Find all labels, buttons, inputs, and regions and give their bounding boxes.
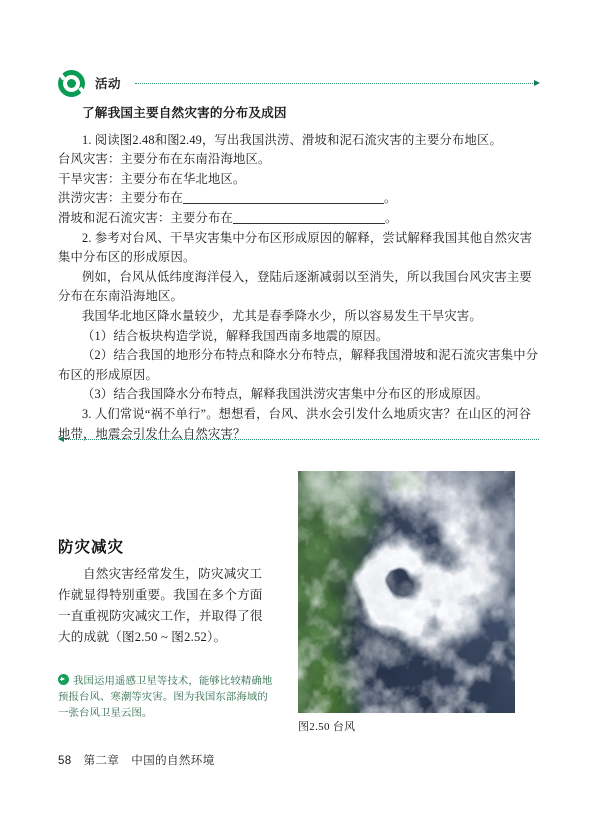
q2-subitem-0: （1）结合板块构造学说，解释我国西南多地震的原因。 [82, 328, 389, 343]
section-body-text: 自然灾害经常发生，防灾减灾工作就显得特别重要。我国在多个方面一直重视防灾减灾工作，并取得了很大的成就（图2.50 ~ 图2.52）。 [58, 567, 263, 644]
arrow-right-icon [534, 80, 540, 86]
q1-answer-row-0: 台风灾害：主要分布在东南沿海地区。 [58, 152, 271, 167]
q1-blank-row-1 [58, 209, 542, 229]
q1-blank-field-1[interactable] [233, 210, 385, 224]
question-2-stem: 2. 参考对台风、干旱灾害集中分布区形成原因的解释，尝试解释我国其他自然灾害集中分布区的形成原因。 [58, 230, 533, 265]
side-note-text: 我国运用遥感卫星等技术，能够比较精确地预报台风、寒潮等灾害。图为我国东部海域的一张台风卫星云图。 [58, 676, 273, 719]
question-1-stem: 1. 阅读图2.48和图2.49，写出我国洪涝、滑坡和泥石流灾害的主要分布地区。 [82, 132, 502, 147]
chapter-label: 第二章 [83, 755, 120, 767]
q1-answer-row-1: 干旱灾害：主要分布在华北地区。 [58, 171, 246, 186]
dotted-divider-bottom [65, 439, 539, 441]
q2-example-1: 我国华北地区降水量较少，尤其是春季降水少，所以容易发生干旱灾害。 [82, 308, 482, 323]
page-number: 58 [58, 755, 72, 767]
q1-blank-suffix-1: 。 [384, 210, 398, 225]
activity-heading: 了解我国主要自然灾害的分布及成因 [82, 106, 287, 120]
q1-blank-field-0[interactable] [183, 190, 384, 204]
q2-example-0: 例如，台风从低纬度海洋侵入，登陆后逐渐减弱以至消失，所以我国台风灾害主要分布在东南沿海地区。 [58, 269, 532, 304]
activity-footer-divider [58, 436, 540, 442]
typhoon-satellite-image [298, 471, 515, 713]
activity-ring-icon [58, 70, 85, 97]
chapter-title: 中国的自然环境 [131, 755, 215, 767]
question-3-stem: 3. 人们常说“祸不单行”。想想看，台风、洪水会引发什么地质灾害？在山区的河谷地带，地震会引发什么自然灾害？ [58, 406, 532, 441]
figure-caption: 图2.50 台风 [298, 721, 356, 733]
dotted-divider [135, 83, 533, 85]
page-footer [58, 752, 215, 768]
activity-header [58, 66, 540, 100]
activity-body [58, 104, 542, 444]
q1-blank-prefix-0: 洪涝灾害：主要分布在 [58, 191, 183, 206]
q1-blank-row-0 [58, 189, 542, 209]
q2-subitem-1: （2）结合我国的地形分布特点和降水分布特点，解释我国滑坡和泥石流灾害集中分布区的形成原因。 [58, 348, 539, 382]
side-note [58, 674, 276, 722]
arrow-circle-right-icon [58, 674, 69, 685]
typhoon-figure [298, 471, 515, 713]
section-heading: 防灾减灾 [58, 539, 125, 556]
activity-label: 活动 [95, 77, 122, 91]
q1-blank-suffix-0: 。 [383, 191, 397, 206]
q1-blank-prefix-1: 滑坡和泥石流灾害：主要分布在 [58, 210, 233, 225]
arrow-left-icon [58, 436, 64, 442]
q2-subitem-2: （3）结合我国降水分布特点，解释我国洪涝灾害集中分布区的形成原因。 [82, 387, 489, 402]
